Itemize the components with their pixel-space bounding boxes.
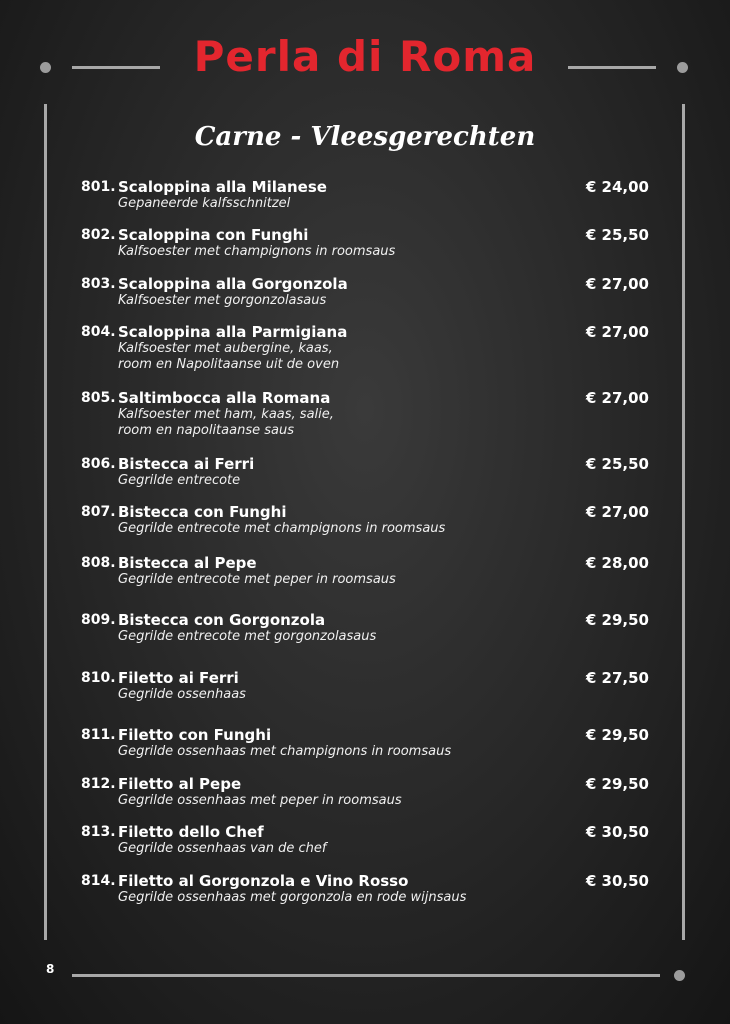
item-description: Kalfsoester met ham, kaas, salie, — [118, 407, 334, 422]
item-number: 812. — [81, 776, 116, 792]
item-price: € 30,50 — [585, 823, 649, 841]
item-price: € 29,50 — [585, 775, 649, 793]
item-description-line-2: room en napolitaanse saus — [118, 423, 294, 438]
item-number: 804. — [81, 324, 116, 340]
item-name: Filetto al Gorgonzola e Vino Rosso — [118, 872, 409, 890]
frame-line-bottom — [72, 974, 660, 977]
restaurant-title: Perla di Roma — [193, 32, 537, 81]
item-number: 805. — [81, 390, 116, 406]
item-name: Scaloppina alla Milanese — [118, 178, 327, 196]
item-description: Kalfsoester met gorgonzolasaus — [118, 293, 327, 308]
item-description: Gepaneerde kalfsschnitzel — [118, 196, 291, 211]
item-description: Gegrilde ossenhaas met peper in roomsaus — [118, 793, 402, 808]
item-name: Scaloppina alla Parmigiana — [118, 323, 348, 341]
item-number: 808. — [81, 555, 116, 571]
item-number: 810. — [81, 670, 116, 686]
frame-line-left — [44, 104, 47, 940]
item-price: € 29,50 — [585, 726, 649, 744]
item-description: Gegrilde ossenhaas — [118, 687, 246, 702]
item-price: € 27,00 — [585, 275, 649, 293]
item-name: Filetto dello Chef — [118, 823, 264, 841]
item-description: Gegrilde entrecote — [118, 473, 241, 488]
item-price: € 25,50 — [585, 455, 649, 473]
item-price: € 25,50 — [585, 226, 649, 244]
item-price: € 24,00 — [585, 178, 649, 196]
item-name: Bistecca al Pepe — [118, 554, 257, 572]
item-name: Filetto al Pepe — [118, 775, 242, 793]
item-number: 803. — [81, 276, 116, 292]
item-number: 807. — [81, 504, 116, 520]
item-description: Kalfsoester met champignons in roomsaus — [118, 244, 396, 259]
frame-dot-bottom-right — [674, 970, 685, 981]
item-name: Bistecca con Funghi — [118, 503, 287, 521]
item-number: 813. — [81, 824, 116, 840]
item-description-line-2: room en Napolitaanse uit de oven — [118, 357, 340, 372]
item-description: Gegrilde entrecote met champignons in roomsaus — [118, 521, 446, 536]
page-number: 8 — [46, 962, 55, 976]
item-price: € 29,50 — [585, 611, 649, 629]
item-number: 811. — [81, 727, 116, 743]
item-name: Filetto ai Ferri — [118, 669, 239, 687]
item-name: Saltimbocca alla Romana — [118, 389, 331, 407]
item-number: 814. — [81, 873, 116, 889]
item-number: 801. — [81, 179, 116, 195]
item-name: Bistecca ai Ferri — [118, 455, 255, 473]
frame-line-right — [682, 104, 685, 940]
item-number: 802. — [81, 227, 116, 243]
section-title: Carne - Vleesgerechten — [194, 122, 536, 152]
item-number: 806. — [81, 456, 116, 472]
item-name: Scaloppina alla Gorgonzola — [118, 275, 348, 293]
item-description: Gegrilde ossenhaas met champignons in roomsaus — [118, 744, 452, 759]
item-name: Filetto con Funghi — [118, 726, 272, 744]
item-price: € 30,50 — [585, 872, 649, 890]
item-description: Gegrilde ossenhaas met gorgonzola en rode wijnsaus — [118, 890, 467, 905]
item-price: € 27,00 — [585, 323, 649, 341]
item-description: Gegrilde ossenhaas van de chef — [118, 841, 327, 856]
item-price: € 27,00 — [585, 389, 649, 407]
item-description: Gegrilde entrecote met gorgonzolasaus — [118, 629, 377, 644]
item-price: € 28,00 — [585, 554, 649, 572]
item-price: € 27,50 — [585, 669, 649, 687]
item-name: Bistecca con Gorgonzola — [118, 611, 326, 629]
item-name: Scaloppina con Funghi — [118, 226, 309, 244]
item-description: Kalfsoester met aubergine, kaas, — [118, 341, 333, 356]
item-number: 809. — [81, 612, 116, 628]
item-price: € 27,00 — [585, 503, 649, 521]
item-description: Gegrilde entrecote met peper in roomsaus — [118, 572, 396, 587]
